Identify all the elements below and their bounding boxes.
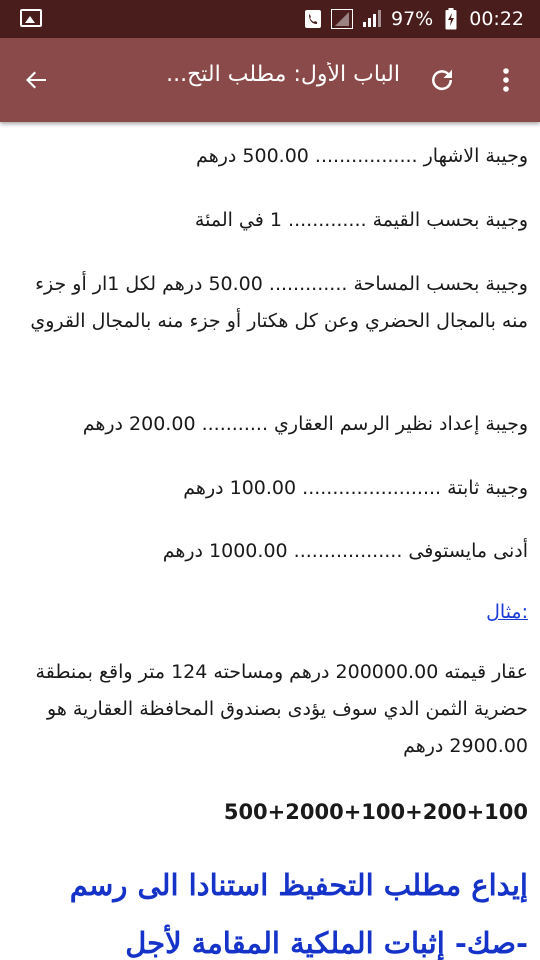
fee-title-copy: وجيبة إعداد نظير الرسم العقاري ........... 200.00 درهم xyxy=(82,413,528,435)
page-title: الباب الأول: مطلب التح... xyxy=(166,62,400,87)
example-sum: 500+2000+100+200+100 xyxy=(223,800,528,824)
fee-publication: وجيبة الاشهار ................. 500.00 درهم xyxy=(196,145,528,167)
phone-icon xyxy=(303,9,323,29)
gallery-icon xyxy=(20,9,42,27)
section-heading: إيداع مطلب التحفيظ استنادا الى رسم -صك- إثبات الملكية المقامة لأجل xyxy=(69,868,528,960)
status-icons xyxy=(303,0,524,38)
example-text: عقار قيمته 200000.00 درهم ومساحته 124 متر واقع بمنطقة حضرية الثمن الدي سوف يؤدى بصندوق المحافظة العقارية هو 2900.00 درهم xyxy=(35,661,528,757)
refresh-icon[interactable] xyxy=(420,58,464,102)
status-bar xyxy=(0,0,540,38)
app-bar xyxy=(0,38,540,122)
battery-percent: 97% xyxy=(391,8,434,30)
fee-by-value: وجيبة بحسب القيمة ............. 1 في المئة xyxy=(194,209,528,231)
battery-charging-icon xyxy=(441,9,461,29)
example-link[interactable]: :مثال xyxy=(486,601,528,623)
fee-minimum: أدنى مايستوفى .................. 1000.00 درهم xyxy=(162,540,528,562)
more-vert-icon[interactable] xyxy=(484,58,528,102)
fee-by-area: وجيبة بحسب المساحة ............. 50.00 درهم لكل 1ار أو جزء منه بالمجال الحضري وعن كل هكتار أو جزء منه بالمجال القروي xyxy=(30,273,528,332)
article-content xyxy=(0,122,540,960)
arrow-back-icon[interactable] xyxy=(14,58,58,102)
signal-sim1-icon xyxy=(331,9,353,29)
signal-sim2-icon xyxy=(361,9,383,29)
status-time: 00:22 xyxy=(469,8,524,30)
fee-fixed: وجيبة ثابتة ....................... 100.00 درهم xyxy=(183,477,528,499)
